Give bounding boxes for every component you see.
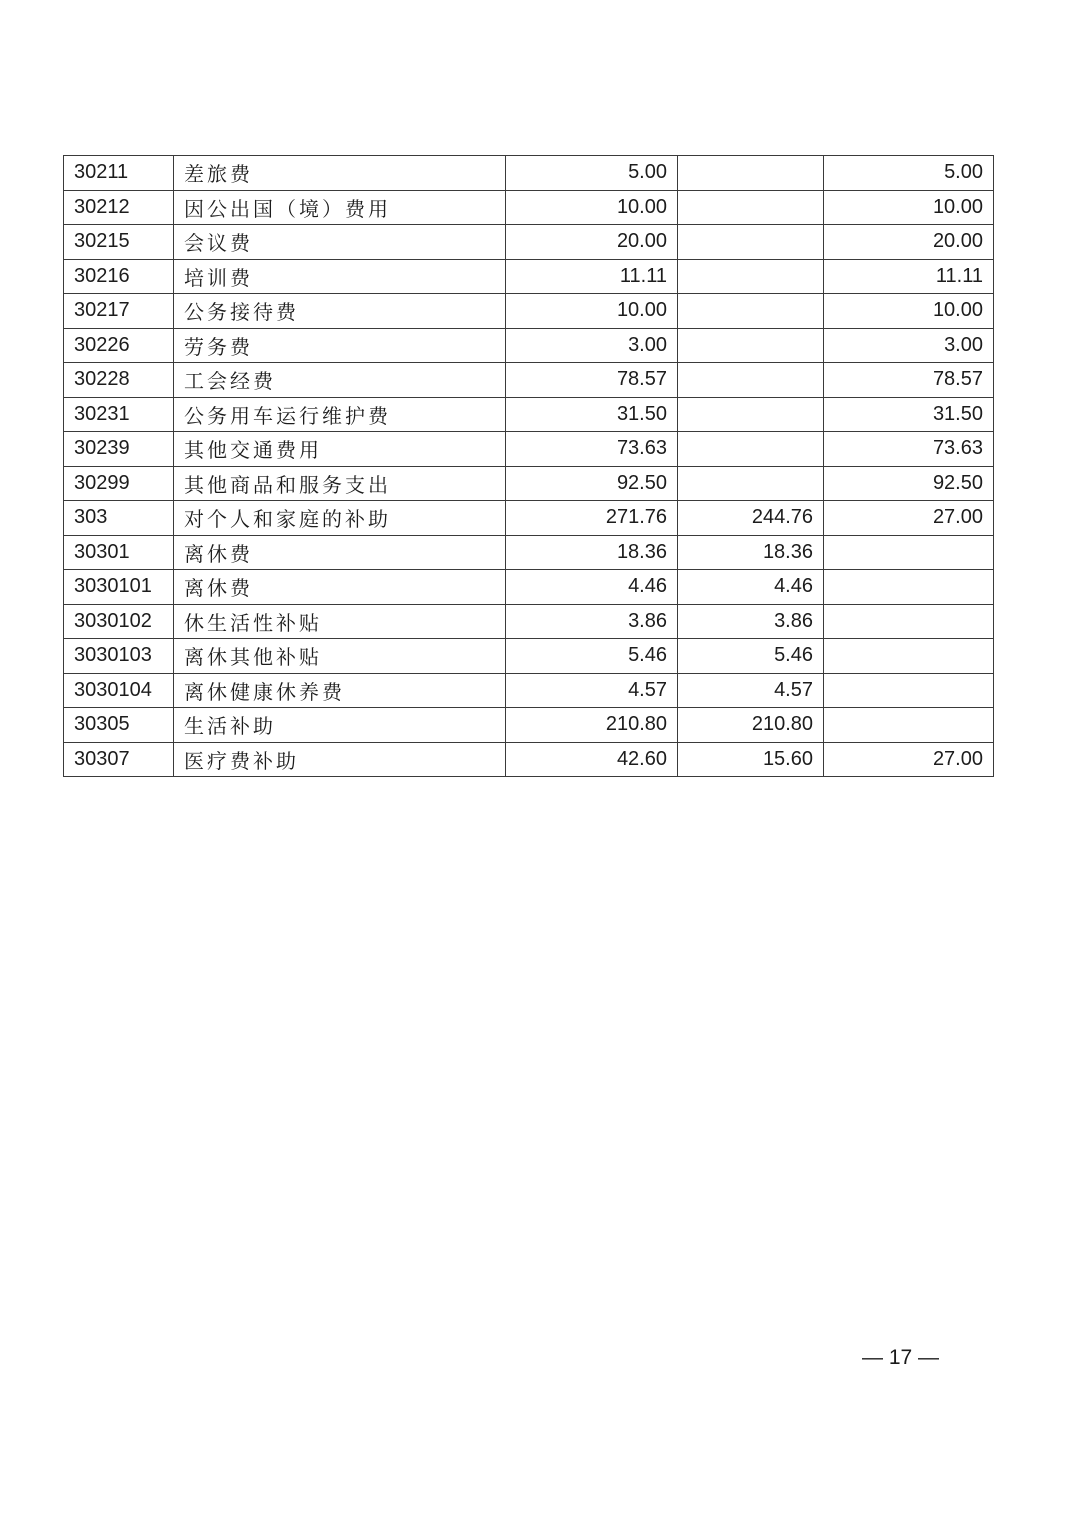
budget-table [63, 155, 994, 777]
table-row [64, 397, 994, 432]
amount-cell-3: 27.00 [824, 742, 994, 777]
code-cell: 30215 [64, 225, 174, 260]
amount-cell-2 [678, 259, 824, 294]
code-cell: 30307 [64, 742, 174, 777]
code-cell: 30212 [64, 190, 174, 225]
amount-cell-1: 10.00 [506, 190, 678, 225]
amount-cell-3: 11.11 [824, 259, 994, 294]
table-row [64, 708, 994, 743]
code-cell: 3030102 [64, 604, 174, 639]
amount-cell-3: 10.00 [824, 190, 994, 225]
table-row [64, 432, 994, 467]
amount-cell-2 [678, 432, 824, 467]
code-cell: 30226 [64, 328, 174, 363]
amount-cell-1: 3.86 [506, 604, 678, 639]
table-row [64, 466, 994, 501]
amount-cell-2 [678, 363, 824, 398]
code-cell: 30299 [64, 466, 174, 501]
code-cell: 3030101 [64, 570, 174, 605]
amount-cell-2: 4.57 [678, 673, 824, 708]
budget-table-body [64, 156, 994, 777]
page-number: — 17 — [861, 1346, 940, 1369]
amount-cell-1: 31.50 [506, 397, 678, 432]
name-cell: 差旅费 [174, 156, 506, 191]
table-row [64, 570, 994, 605]
table-row [64, 225, 994, 260]
name-cell: 离休其他补贴 [174, 639, 506, 674]
amount-cell-3 [824, 673, 994, 708]
amount-cell-3: 3.00 [824, 328, 994, 363]
code-cell: 30228 [64, 363, 174, 398]
code-cell: 30211 [64, 156, 174, 191]
name-cell: 劳务费 [174, 328, 506, 363]
code-cell: 3030104 [64, 673, 174, 708]
amount-cell-1: 73.63 [506, 432, 678, 467]
code-cell: 30231 [64, 397, 174, 432]
amount-cell-1: 5.46 [506, 639, 678, 674]
name-cell: 公务接待费 [174, 294, 506, 329]
amount-cell-3: 27.00 [824, 501, 994, 536]
code-cell: 30305 [64, 708, 174, 743]
amount-cell-2: 4.46 [678, 570, 824, 605]
amount-cell-2: 18.36 [678, 535, 824, 570]
amount-cell-1: 5.00 [506, 156, 678, 191]
amount-cell-2: 244.76 [678, 501, 824, 536]
name-cell: 休生活性补贴 [174, 604, 506, 639]
amount-cell-2 [678, 225, 824, 260]
amount-cell-1: 210.80 [506, 708, 678, 743]
amount-cell-2 [678, 156, 824, 191]
amount-cell-2: 5.46 [678, 639, 824, 674]
amount-cell-1: 11.11 [506, 259, 678, 294]
amount-cell-2 [678, 294, 824, 329]
table-row [64, 673, 994, 708]
name-cell: 因公出国（境）费用 [174, 190, 506, 225]
name-cell: 对个人和家庭的补助 [174, 501, 506, 536]
amount-cell-2: 210.80 [678, 708, 824, 743]
table-row [64, 742, 994, 777]
amount-cell-3: 10.00 [824, 294, 994, 329]
table-row [64, 294, 994, 329]
amount-cell-2: 15.60 [678, 742, 824, 777]
amount-cell-1: 18.36 [506, 535, 678, 570]
table-row [64, 363, 994, 398]
table-row [64, 639, 994, 674]
amount-cell-1: 92.50 [506, 466, 678, 501]
amount-cell-1: 271.76 [506, 501, 678, 536]
amount-cell-3 [824, 639, 994, 674]
code-cell: 30217 [64, 294, 174, 329]
amount-cell-1: 4.46 [506, 570, 678, 605]
amount-cell-3: 20.00 [824, 225, 994, 260]
amount-cell-3: 31.50 [824, 397, 994, 432]
name-cell: 离休费 [174, 535, 506, 570]
code-cell: 30301 [64, 535, 174, 570]
table-row [64, 501, 994, 536]
table-row [64, 259, 994, 294]
amount-cell-2 [678, 397, 824, 432]
amount-cell-1: 20.00 [506, 225, 678, 260]
amount-cell-1: 4.57 [506, 673, 678, 708]
name-cell: 公务用车运行维护费 [174, 397, 506, 432]
amount-cell-2 [678, 328, 824, 363]
amount-cell-3 [824, 570, 994, 605]
table-row [64, 535, 994, 570]
amount-cell-3 [824, 535, 994, 570]
name-cell: 离休健康休养费 [174, 673, 506, 708]
table-row [64, 190, 994, 225]
name-cell: 其他商品和服务支出 [174, 466, 506, 501]
amount-cell-1: 10.00 [506, 294, 678, 329]
code-cell: 30239 [64, 432, 174, 467]
name-cell: 培训费 [174, 259, 506, 294]
amount-cell-1: 78.57 [506, 363, 678, 398]
code-cell: 30216 [64, 259, 174, 294]
table-row [64, 604, 994, 639]
code-cell: 3030103 [64, 639, 174, 674]
amount-cell-2 [678, 190, 824, 225]
name-cell: 生活补助 [174, 708, 506, 743]
name-cell: 工会经费 [174, 363, 506, 398]
amount-cell-3: 73.63 [824, 432, 994, 467]
name-cell: 会议费 [174, 225, 506, 260]
amount-cell-3: 78.57 [824, 363, 994, 398]
name-cell: 其他交通费用 [174, 432, 506, 467]
table-row [64, 156, 994, 191]
code-cell: 303 [64, 501, 174, 536]
name-cell: 医疗费补助 [174, 742, 506, 777]
amount-cell-1: 3.00 [506, 328, 678, 363]
amount-cell-3: 5.00 [824, 156, 994, 191]
amount-cell-1: 42.60 [506, 742, 678, 777]
amount-cell-2 [678, 466, 824, 501]
amount-cell-3 [824, 604, 994, 639]
name-cell: 离休费 [174, 570, 506, 605]
table-row [64, 328, 994, 363]
amount-cell-3: 92.50 [824, 466, 994, 501]
amount-cell-2: 3.86 [678, 604, 824, 639]
amount-cell-3 [824, 708, 994, 743]
